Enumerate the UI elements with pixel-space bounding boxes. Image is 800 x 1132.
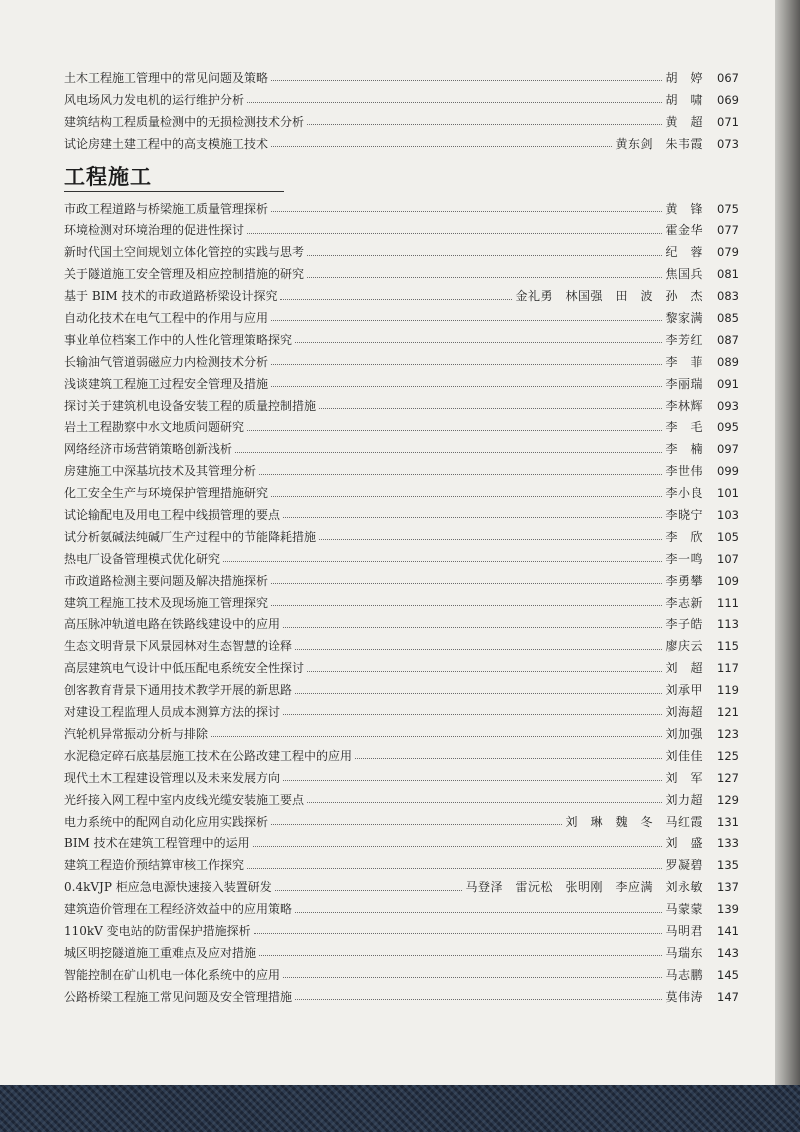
- entry-authors: 李林辉: [665, 398, 703, 413]
- entry-authors: 李勇攀: [665, 573, 703, 588]
- entry-page-number: 117: [717, 661, 739, 676]
- entry-authors: 廖庆云: [665, 639, 703, 654]
- entry-authors: 霍金华: [665, 223, 703, 238]
- dot-leader: [307, 802, 662, 803]
- entry-authors: 焦国兵: [665, 267, 703, 282]
- entry-page-number: 127: [717, 770, 739, 785]
- dot-leader: [307, 671, 662, 672]
- entry-page-number: 147: [717, 989, 739, 1004]
- entry-title: 水泥稳定碎石底基层施工技术在公路改建工程中的应用: [64, 748, 353, 763]
- entry-page-number: 135: [717, 858, 739, 873]
- entry-page-number: 119: [717, 683, 739, 698]
- entry-authors: 黄 锋: [665, 201, 703, 216]
- dot-leader: [271, 146, 612, 147]
- entry-page-number: 073: [717, 136, 739, 151]
- entry-authors: 刘加强: [665, 726, 703, 741]
- toc-entry: [64, 308, 739, 330]
- entry-title: 试论输配电及用电工程中线损管理的要点: [64, 508, 281, 523]
- entry-page-number: 093: [717, 398, 739, 413]
- entry-page-number: 095: [717, 420, 739, 435]
- entry-authors: 李世伟: [665, 464, 703, 479]
- entry-page-number: 083: [717, 289, 739, 304]
- entry-authors: 刘 盛: [665, 836, 703, 851]
- dot-leader: [283, 517, 662, 518]
- entry-page-number: 115: [717, 639, 739, 654]
- entry-title: 基于 BIM 技术的市政道路桥梁设计探究: [64, 289, 278, 304]
- entry-page-number: 077: [717, 223, 739, 238]
- toc-entry: [64, 286, 739, 308]
- entry-authors: 李 毛: [665, 420, 703, 435]
- entry-page-number: 111: [717, 595, 739, 610]
- toc-entry: [64, 680, 739, 702]
- entry-title: 创客教育背景下通用技术教学开展的新思路: [64, 683, 293, 698]
- entry-title: 试论房建土建工程中的高支模施工技术: [64, 136, 269, 151]
- dot-leader: [271, 320, 662, 321]
- toc-entry: [64, 330, 739, 352]
- dot-leader: [295, 342, 662, 343]
- entry-page-number: 143: [717, 945, 739, 960]
- toc-entry: [64, 943, 739, 965]
- toc-entry: [64, 965, 739, 987]
- entry-title: 现代土木工程建设管理以及未来发展方向: [64, 770, 281, 785]
- entry-page-number: 081: [717, 267, 739, 282]
- entry-page-number: 103: [717, 508, 739, 523]
- entry-title: 风电场风力发电机的运行维护分析: [64, 92, 245, 107]
- entry-authors: 刘 琳 魏 冬 马红霞: [565, 814, 703, 829]
- entry-authors: 马登泽 雷沅松 张明刚 李应满 刘永敏: [465, 880, 703, 895]
- dot-leader: [271, 824, 562, 825]
- entry-title: 热电厂设备管理模式优化研究: [64, 551, 221, 566]
- toc-entry: [64, 702, 739, 724]
- entry-page-number: 079: [717, 245, 739, 260]
- entry-title: 自动化技术在电气工程中的作用与应用: [64, 311, 269, 326]
- entry-authors: 马瑞东: [665, 945, 703, 960]
- toc-entry: [64, 374, 739, 396]
- dot-leader: [283, 977, 662, 978]
- entry-title: 房建施工中深基坑技术及其管理分析: [64, 464, 257, 479]
- entry-page-number: 089: [717, 354, 739, 369]
- toc-entry: [64, 199, 739, 221]
- entry-authors: 胡 啸: [665, 92, 703, 107]
- toc-entry: [64, 833, 739, 855]
- toc-entry: [64, 768, 739, 790]
- dot-leader: [319, 408, 662, 409]
- entry-authors: 胡 婷: [665, 71, 703, 85]
- page-edge: [775, 0, 800, 1085]
- dot-leader: [247, 868, 662, 869]
- entry-authors: 刘海超: [665, 705, 703, 720]
- entry-title: 事业单位档案工作中的人性化管理策略探究: [64, 332, 293, 347]
- entry-title: 建筑工程造价预结算审核工作探究: [64, 858, 245, 873]
- entry-title: 生态文明背景下风景园林对生态智慧的诠释: [64, 639, 293, 654]
- entry-authors: 李 欣: [665, 529, 703, 544]
- dot-leader: [271, 583, 662, 584]
- dot-leader: [259, 474, 662, 475]
- entry-page-number: 123: [717, 726, 739, 741]
- entry-page-number: 071: [717, 114, 739, 129]
- entry-authors: 黎家满: [665, 311, 703, 326]
- entry-page-number: 091: [717, 376, 739, 391]
- toc-entry: [64, 877, 739, 899]
- entry-title: 建筑造价管理在工程经济效益中的应用策略: [64, 902, 293, 917]
- dot-leader: [295, 649, 662, 650]
- entry-title: 光纤接入网工程中室内皮线光缆安装施工要点: [64, 792, 305, 807]
- toc-entry: [64, 636, 739, 658]
- dot-leader: [295, 912, 662, 913]
- dot-leader: [319, 539, 662, 540]
- dot-leader: [283, 780, 662, 781]
- entry-page-number: 105: [717, 529, 739, 544]
- dot-leader: [254, 933, 663, 934]
- dot-leader: [223, 561, 662, 562]
- entry-page-number: 075: [717, 201, 739, 216]
- toc-entry: [64, 439, 739, 461]
- toc-entry: [64, 921, 739, 943]
- dot-leader: [355, 758, 662, 759]
- entry-page-number: 069: [717, 92, 739, 107]
- entry-page-number: 121: [717, 705, 739, 720]
- entry-page-number: 097: [717, 442, 739, 457]
- entry-authors: 罗凝碧: [665, 858, 703, 873]
- toc-entry: [64, 571, 739, 593]
- entry-title: 建筑结构工程质量检测中的无损检测技术分析: [64, 114, 305, 129]
- toc-entry: [64, 134, 739, 156]
- entry-authors: 李芳红: [665, 332, 703, 347]
- section-header: [64, 164, 739, 194]
- entry-title: 公路桥梁工程施工常见问题及安全管理措施: [64, 989, 293, 1004]
- entry-title: 探讨关于建筑机电设备安装工程的质量控制措施: [64, 398, 317, 413]
- dot-leader: [280, 299, 512, 300]
- entry-authors: 马明君: [665, 923, 703, 938]
- entry-authors: 李丽瑞: [665, 376, 703, 391]
- dot-leader: [271, 211, 662, 212]
- entry-page-number: 087: [717, 332, 739, 347]
- entry-title: 新时代国土空间规划立体化管控的实践与思考: [64, 245, 305, 260]
- entry-title: 土木工程施工管理中的常见问题及策略: [64, 71, 269, 85]
- entry-authors: 李一鸣: [665, 551, 703, 566]
- toc-entry: [64, 461, 739, 483]
- table-of-contents: [64, 68, 739, 1009]
- entry-authors: 马蒙蒙: [665, 902, 703, 917]
- dot-leader: [283, 627, 662, 628]
- entry-title: 城区明挖隧道施工重难点及应对措施: [64, 945, 257, 960]
- entry-authors: 莫伟涛: [665, 989, 703, 1004]
- toc-entry: [64, 264, 739, 286]
- section-title: 工程施工: [64, 164, 152, 189]
- entry-page-number: 133: [717, 836, 739, 851]
- entry-authors: 李小良: [665, 486, 703, 501]
- toc-entry: [64, 658, 739, 680]
- section-rule: [64, 191, 284, 192]
- entry-authors: 黄东剑 朱韦霞: [615, 136, 703, 151]
- entry-page-number: 109: [717, 573, 739, 588]
- entry-title: 高压脉冲轨道电路在铁路线建设中的应用: [64, 617, 281, 632]
- entry-title: 建筑工程施工技术及现场施工管理探究: [64, 595, 269, 610]
- toc-entry: [64, 483, 739, 505]
- entry-title: 岩土工程勘察中水文地质问题研究: [64, 420, 245, 435]
- toc-entry: [64, 855, 739, 877]
- entry-authors: 刘 超: [665, 661, 703, 676]
- entry-title: 关于隧道施工安全管理及相应控制措施的研究: [64, 267, 305, 282]
- entry-authors: 刘力超: [665, 792, 703, 807]
- toc-entry: [64, 724, 739, 746]
- dot-leader: [307, 124, 662, 125]
- entry-authors: 金礼勇 林国强 田 波 孙 杰: [515, 289, 703, 304]
- toc-entry: [64, 68, 739, 90]
- dot-leader: [307, 277, 662, 278]
- dot-leader: [271, 80, 662, 81]
- toc-entry: [64, 746, 739, 768]
- dot-leader: [295, 693, 662, 694]
- dot-leader: [247, 102, 662, 103]
- entry-title: 网络经济市场营销策略创新浅析: [64, 442, 233, 457]
- entry-authors: 刘佳佳: [665, 748, 703, 763]
- dot-leader: [253, 846, 663, 847]
- entry-title: 汽轮机异常振动分析与排除: [64, 726, 209, 741]
- toc-entry: [64, 417, 739, 439]
- entry-title: 试分析氨碱法纯碱厂生产过程中的节能降耗措施: [64, 529, 317, 544]
- entry-page-number: 129: [717, 792, 739, 807]
- entry-page-number: 107: [717, 551, 739, 566]
- dot-leader: [295, 999, 662, 1000]
- entry-page-number: 131: [717, 814, 739, 829]
- entry-page-number: 113: [717, 617, 739, 632]
- dot-leader: [247, 430, 662, 431]
- dot-leader: [271, 496, 662, 497]
- entry-page-number: 067: [717, 71, 739, 85]
- toc-entry: [64, 112, 739, 134]
- entry-title: 长输油气管道弱磁应力内检测技术分析: [64, 354, 269, 369]
- dot-leader: [271, 364, 662, 365]
- entry-authors: 纪 蓉: [665, 245, 703, 260]
- entry-page-number: 125: [717, 748, 739, 763]
- dot-leader: [271, 386, 662, 387]
- entry-title: 浅谈建筑工程施工过程安全管理及措施: [64, 376, 269, 391]
- entry-authors: 李志新: [665, 595, 703, 610]
- entry-title: 110kV 变电站的防雷保护措施探析: [64, 923, 251, 938]
- toc-entry: [64, 812, 739, 834]
- entry-title: 电力系统中的配网自动化应用实践探析: [64, 814, 269, 829]
- toc-entry: [64, 987, 739, 1009]
- entry-title: 化工安全生产与环境保护管理措施研究: [64, 486, 269, 501]
- entry-authors: 刘 军: [665, 770, 703, 785]
- dot-leader: [211, 736, 662, 737]
- toc-entry: [64, 614, 739, 636]
- entry-authors: 刘承甲: [665, 683, 703, 698]
- dot-leader: [283, 714, 662, 715]
- dot-leader: [271, 605, 662, 606]
- dot-leader: [307, 255, 662, 256]
- entry-title: 智能控制在矿山机电一体化系统中的应用: [64, 967, 281, 982]
- toc-entry: [64, 352, 739, 374]
- entry-title: 环境检测对环境治理的促进性探讨: [64, 223, 245, 238]
- dot-leader: [275, 890, 463, 891]
- entry-page-number: 101: [717, 486, 739, 501]
- dot-leader: [247, 233, 662, 234]
- entry-title: 对建设工程监理人员成本测算方法的探讨: [64, 705, 281, 720]
- toc-entry: [64, 790, 739, 812]
- toc-entry: [64, 593, 739, 615]
- entry-authors: 李晓宁: [665, 508, 703, 523]
- toc-entry: [64, 396, 739, 418]
- toc-list-section: [64, 199, 739, 1009]
- toc-entry: [64, 220, 739, 242]
- entry-page-number: 137: [717, 880, 739, 895]
- toc-entry: [64, 899, 739, 921]
- entry-authors: 李子皓: [665, 617, 703, 632]
- dot-leader: [259, 955, 662, 956]
- toc-entry: [64, 527, 739, 549]
- entry-page-number: 141: [717, 923, 739, 938]
- entry-authors: 李 楠: [665, 442, 703, 457]
- entry-page-number: 145: [717, 967, 739, 982]
- toc-list-before: [64, 68, 739, 156]
- entry-title: 市政道路检测主要问题及解决措施探析: [64, 573, 269, 588]
- background-fabric: [0, 1085, 800, 1132]
- dot-leader: [235, 452, 662, 453]
- toc-entry: [64, 242, 739, 264]
- entry-page-number: 139: [717, 902, 739, 917]
- entry-title: 0.4kVJP 柜应急电源快速接入装置研发: [64, 880, 272, 895]
- toc-entry: [64, 549, 739, 571]
- toc-entry: [64, 505, 739, 527]
- entry-authors: 马志鹏: [665, 967, 703, 982]
- entry-page-number: 085: [717, 311, 739, 326]
- toc-entry: [64, 90, 739, 112]
- entry-authors: 李 菲: [665, 354, 703, 369]
- entry-authors: 黄 超: [665, 114, 703, 129]
- entry-title: 市政工程道路与桥梁施工质量管理探析: [64, 201, 269, 216]
- entry-title: 高层建筑电气设计中低压配电系统安全性探讨: [64, 661, 305, 676]
- entry-title: BIM 技术在建筑工程管理中的运用: [64, 836, 250, 851]
- entry-page-number: 099: [717, 464, 739, 479]
